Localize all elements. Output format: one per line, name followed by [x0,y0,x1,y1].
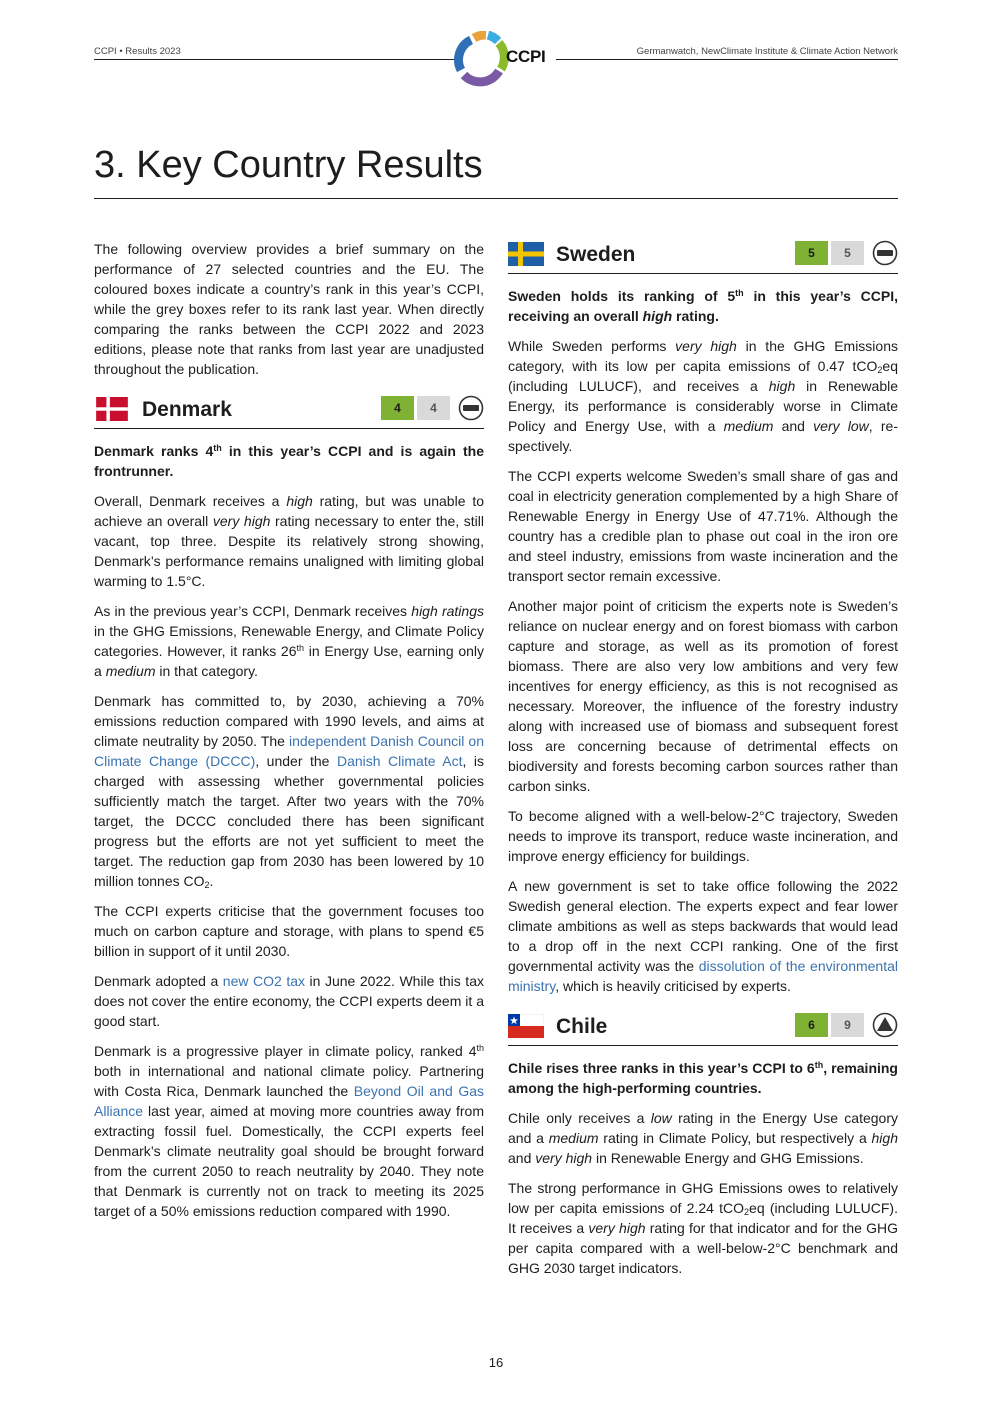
sweden-paragraph-1: While Sweden performs very high in the GHG Emissions category, with its low per capita emissions of 0.47 tCO$_2$eq (including LULUCF), and receives a high in Renewable Energy, its performance is considerably worse in Climate Policy and Energy Use, with a medium and very low, respectively. [508,338,898,454]
denmark-paragraph-5: Denmark adopted a new CO2 tax in June 2022. While this tax does not cover the entire economy, the CCPI experts deem it a good start. [94,973,484,1029]
header-rule-right [556,59,898,60]
running-header-right: Germanwatch, NewClimate Institute & Climate Action Network [636,46,898,57]
denmark-lead: Denmark ranks 4th in this year’s CCPI and is again the frontrunner. [94,443,485,479]
danish-climate-act-link[interactable]: Danish Climate Act [336,753,463,769]
rank-previous-badge: 9 [831,1013,864,1037]
chile-lead: Chile rises three ranks in this year’s CCPI to 6th, remaining among the high-performing countries. [508,1060,898,1096]
running-header-left: CCPI • Results 2023 [94,46,181,57]
chile-heading [508,1012,898,1046]
unchanged-trend-icon [872,240,898,266]
sweden-paragraph-3: Another major point of criticism the experts note is Sweden’s reliance on nuclear energy and on forest biomass with carbon capture and storage, as well as its promotion of forest biomass. There are also very low ambitions and very few incentives for energy efficiency, as this is not recognised as necessary. Moreover, the influence of the forestry industry along with increased use of biomass and subsequent forest loss are concerning because of detrimental effects on biodiversity and forests becoming carbon sources rather than carbon sinks. [508,598,898,794]
denmark-paragraph-4: The CCPI experts criticise that the government focuses too much on carbon capture and storage, with plans to spend €5 billion in support of it until 2030. [94,903,484,959]
rank-previous-badge: 5 [831,241,864,265]
denmark-flag-icon [94,397,130,421]
intro-paragraph: The following overview provides a brief summary on the performance of 27 selected countries and the EU. The coloured boxes indicate a country’s rank in this year’s CCPI, while the grey boxes refer to its rank last year. When directly comparing the ranks between the CCPI 2022 and 2023 editions, please note that ranks from last year are unadjusted throughout the publication. [94,241,484,377]
denmark-paragraph-6: Denmark is a progressive player in climate policy, ranked 4th both in international and national climate policy. Partnering with Costa Rica, Denmark launched the Beyond Oil and Gas Alliance last year, aimed at moving more countries away from extracting fossil fuel. Domestically, the CCPI experts feel Denmark’s climate neutrality goal should be brought forward from the current 2050 to reach neutrality by 2040. They note that Denmark is currently not on track to meeting its 2025 target of a 50% emissions reduction compared with 1990. [94,1043,484,1219]
boga-link[interactable]: Beyond Oil and Gas Alliance [94,1083,484,1119]
unchanged-trend-icon [458,395,484,421]
rank-current-badge: 5 [795,241,828,265]
sweden-heading [508,240,898,274]
sweden-paragraph-5: A new government is set to take office following the 2022 Swedish general election. The experts expect and fear lower climate ambitions as well as steps backwards that would lead to a drop off in the next CCPI ranking. One of the first governmental activity was the dissolution of the environmental ministry, which is heavily criticised by experts. [508,878,898,994]
sweden-paragraph-4: To become aligned with a well-below-2°C trajectory, Sweden needs to improve its transport, reduce waste incineration, and improve energy efficiency for buildings. [508,808,898,864]
country-name: Chile [556,1015,608,1038]
chile-flag-icon [508,1014,544,1038]
chile-paragraph-2: The strong performance in GHG Emissions owes to relatively low per capita emissions of 2.24 tCO$_2$eq (including LULUCF). It receives a very high rating for that indicator and for the GHG per capita compared with a well-below-2°C benchmark and GHG 2030 target indicators. [508,1180,899,1276]
denmark-heading [94,395,484,429]
denmark-paragraph-3: Denmark has committed to, by 2030, achieving a 70% emissions reduction compared with 1990 levels, and aims at climate neutrality by 2050. The independent Danish Council on Climate Change (DCCC), under the Danish Climate Act, is charged with assessing whether governmental policies sufficiently match the target. After two years with the 70% target, the DCCC concluded there has been significant progress but the efforts are not yet sufficient to meet the target. The reduction gap from 2030 has been lowered by 10 million tonnes $CO_2$. [94,693,484,890]
rank-current-badge: 4 [381,396,414,420]
rank-current-badge: 6 [795,1013,828,1037]
page-number: 16 [488,1355,504,1370]
sweden-paragraph-2: The CCPI experts welcome Sweden’s small share of gas and coal in electricity generation complemented by a high Share of Renewable Energy in Energy Use of 47.71%. Although the country has a credible plan to phase out coal in the iron ore and steel industry, emissions from waste incineration and the transport sector remain excessive. [508,468,898,584]
environment-ministry-link[interactable]: dissolution of the environmental ministry [508,958,898,994]
left-column [94,239,484,1231]
upward-trend-icon [872,1012,898,1038]
rank-previous-badge: 4 [417,396,450,420]
header-rule-left [94,59,456,60]
denmark-paragraph-1: Overall, Denmark receives a high rating, but was unable to achieve an overall very high rating necessary to enter the, still vacant, top three. Despite its relatively strong showing, Denmark’s performance remains unaligned with limiting global warming to 1.5°C. [94,493,484,589]
page-title: 3. Key Country Results [94,144,483,186]
sweden-lead: Sweden holds its ranking of 5th in this year’s CCPI, receiving an overall high rating. [508,288,898,324]
sweden-flag-icon [508,242,544,266]
co2-tax-link[interactable]: new CO2 tax [222,973,306,989]
country-name: Denmark [142,398,232,421]
right-column [508,240,898,1288]
denmark-paragraph-2: As in the previous year’s CCPI, Denmark receives high ratings in the GHG Emissions, Renewable Energy, and Climate Policy categories. However, it ranks 26th in Energy Use, earning only a medium in that category. [94,603,484,679]
title-rule [94,198,898,199]
chile-paragraph-1: Chile only receives a low rating in the Energy Use category and a medium rating in Climate Policy, but respectively a high and very high in Renewable Energy and GHG Emissions. [508,1110,898,1166]
country-name: Sweden [556,243,636,266]
dccc-link[interactable]: independent Danish Council on Climate Change (DCCC) [94,733,484,769]
logo-wordmark: CCPI [506,47,546,66]
